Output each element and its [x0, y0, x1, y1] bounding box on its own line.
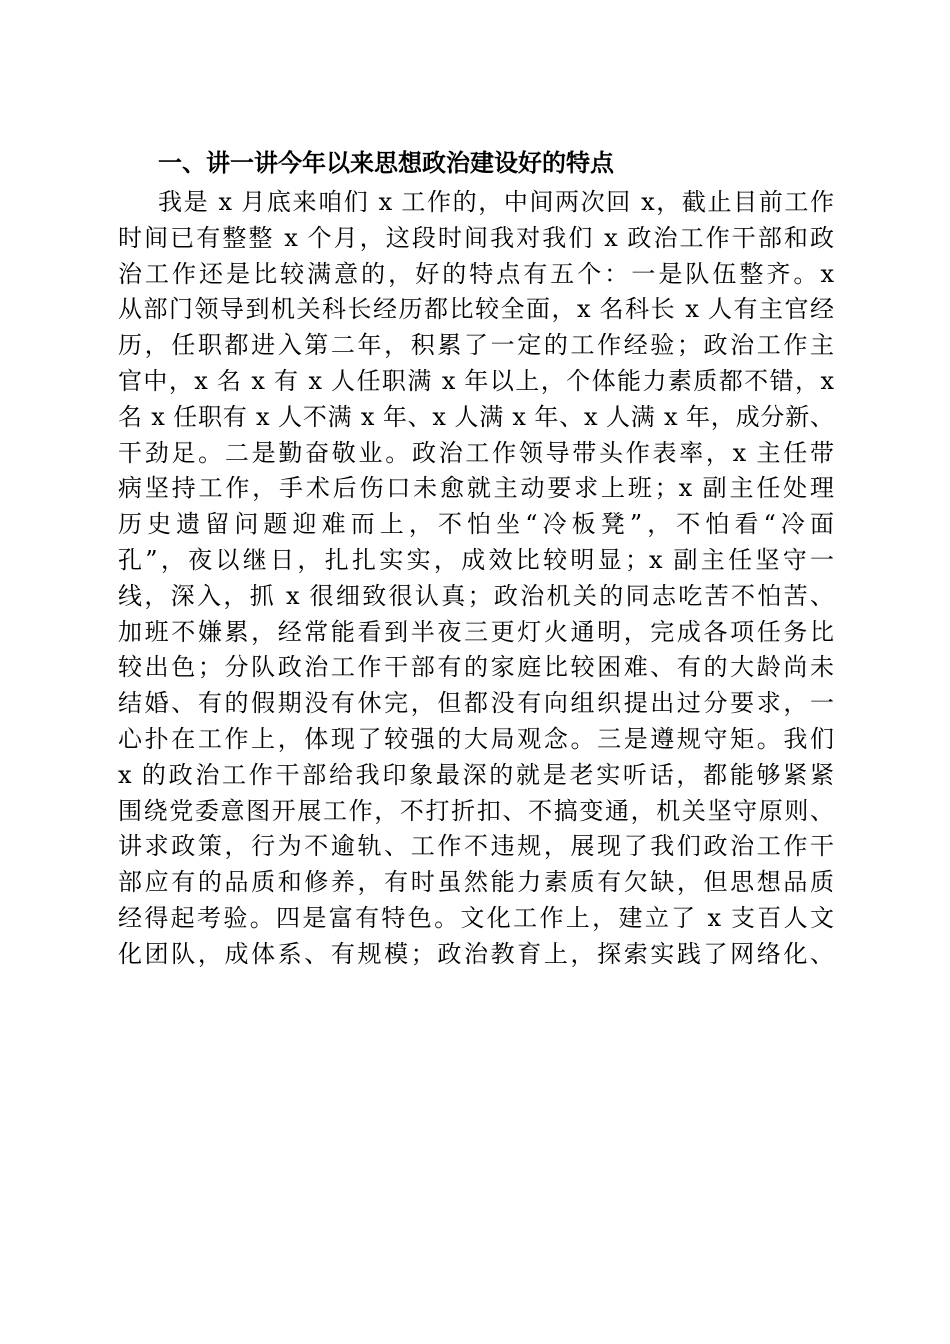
paragraph-line: 官中，x 名 x 有 x 人任职满 x 年以上，个体能力素质都不错，x [118, 366, 834, 395]
body-paragraph [118, 185, 834, 973]
paragraph-line: 化团队，成体系、有规模；政治教育上，探索实践了网络化、 [118, 939, 834, 968]
paragraph-line: 名 x 任职有 x 人不满 x 年、x 人满 x 年、x 人满 x 年，成分新、 [118, 402, 834, 431]
section-heading: 一、讲一讲今年以来思想政治建设好的特点 [158, 149, 614, 177]
paragraph-line: 我是 x 月底来咱们 x 工作的，中间两次回 x，截止目前工作 [158, 188, 834, 216]
paragraph-line: 线，深入，抓 x 很细致很认真；政治机关的同志吃苦不怕苦、 [118, 581, 834, 610]
document-content [118, 141, 834, 973]
paragraph-line: 加班不嫌累，经常能看到半夜三更灯火通明，完成各项任务比 [118, 617, 834, 646]
paragraph-line: 从部门领导到机关科长经历都比较全面，x 名科长 x 人有主官经 [118, 295, 834, 324]
paragraph-line: 历，任职都进入第二年，积累了一定的工作经验；政治工作主 [118, 331, 834, 360]
paragraph-line: 孔”，夜以继日，扎扎实实，成效比较明显；x 副主任坚守一 [118, 545, 834, 574]
paragraph-line: x 的政治工作干部给我印象最深的就是老实听话，都能够紧紧 [118, 760, 834, 789]
paragraph-line: 历史遗留问题迎难而上，不怕坐“冷板凳”，不怕看“冷面 [118, 510, 834, 539]
paragraph-line: 治工作还是比较满意的，好的特点有五个：一是队伍整齐。x [118, 259, 834, 288]
paragraph-line: 较出色；分队政治工作干部有的家庭比较困难、有的大龄尚未 [118, 653, 834, 682]
paragraph-line: 结婚、有的假期没有休完，但都没有向组织提出过分要求，一 [118, 689, 834, 718]
paragraph-line: 经得起考验。四是富有特色。文化工作上，建立了 x 支百人文 [118, 903, 834, 932]
paragraph-line: 干劲足。二是勤奋敬业。政治工作领导带头作表率，x 主任带 [118, 438, 834, 467]
paragraph-line: 病坚持工作，手术后伤口未愈就主动要求上班；x 副主任处理 [118, 474, 834, 503]
paragraph-line: 部应有的品质和修养，有时虽然能力素质有欠缺，但思想品质 [118, 868, 834, 897]
paragraph-line: 围绕党委意图开展工作，不打折扣、不搞变通，机关坚守原则、 [118, 796, 834, 825]
paragraph-line: 时间已有整整 x 个月，这段时间我对我们 x 政治工作干部和政 [118, 223, 834, 252]
paragraph-line: 心扑在工作上，体现了较强的大局观念。三是遵规守矩。我们 [118, 724, 834, 753]
paragraph-line: 讲求政策，行为不逾轨、工作不违规，展现了我们政治工作干 [118, 832, 834, 861]
